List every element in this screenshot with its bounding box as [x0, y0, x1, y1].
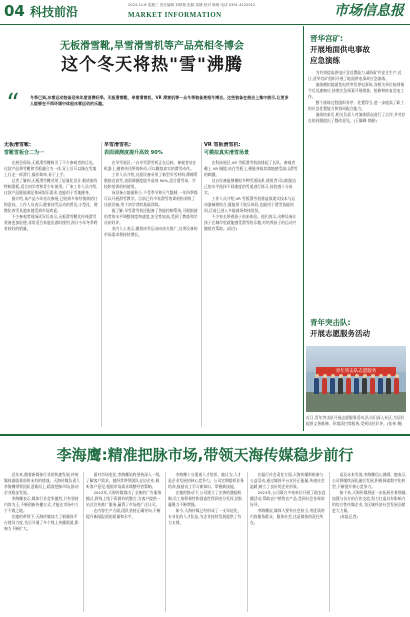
- paragraph: 工作人员介绍,VR 雪板滑雪机将虚拟现实技术与运动器械相结合,既能用于娱乐体验,也能用于滑雪技能培训,目前已进入多地商场和体验馆。: [204, 196, 296, 213]
- column-3-subhead: VR 雪板滑雪机:: [204, 142, 241, 148]
- newspaper-logo: 市场信息报: [334, 3, 404, 19]
- bottom-story-column-2: [86, 472, 162, 614]
- paragraph: 不少参观者现场试穿后表示,无板滑雪靴比传统滑雪装备更加轻便,非常适合家庭出游时使用,预计今年冬季将有较好的销量。: [4, 214, 98, 231]
- paragraph: 演练结束后,相关负责人对演练情况进行了点评,并对存在的问题提出了整改意见。(王雄峰 徐静): [308, 112, 406, 123]
- right-story-2-title-2: 开展志愿服务活动: [310, 329, 370, 338]
- photo-person: [394, 378, 399, 394]
- photo-person: [338, 378, 343, 394]
- paragraph: 这台设备能够模拟多种雪道场景,使用者可以根据自己的水平选择不同难度的雪道进行练习,体验感十分真实。: [204, 178, 297, 195]
- paragraph: 在她的带领下,天海传媒加大了新媒体平台建设力度,先后开通了多个线上传播渠道,影响力不断扩大。: [4, 514, 79, 531]
- paragraph: 李海鹰十分重视人才培养。她认为,人才是企业发展的核心竞争力。公司定期组织业务培训,鼓励员工学习新知识、掌握新技能。: [168, 472, 244, 489]
- right-story-2-title-1: 青年突击队:: [310, 318, 351, 327]
- photo-person: [322, 378, 327, 394]
- paragraph: 据介绍,该产品今年首次参展,已收到多家经销商的订购意向。工作人员表示,随着冰雪运动的普及,小型化、便携化的雪具越来越受到市场欢迎。: [4, 196, 98, 213]
- paragraph: 不少家长带着孩子前来体验。他们表示,这种设备让孩子在城市里就能感受滑雪的乐趣,对培养孩子的运动兴趣很有帮助。(综合): [204, 214, 297, 231]
- column-divider: [247, 472, 248, 612]
- photo-banner-text: 青年突击队志愿服务: [335, 369, 377, 374]
- paragraph: 业内人士表示,随着冰雪运动向南方推广,这类设备的市场需求将持续增长。: [104, 226, 198, 237]
- top-story-column-1: [4, 142, 98, 427]
- paragraph: 在她的推动下,公司建立了完善的激励机制,员工的积极性和创造性得到充分发挥,团队凝聚力不断增强。: [168, 490, 243, 507]
- photo-person: [386, 378, 391, 394]
- quote-mark-icon: “: [6, 89, 20, 119]
- paragraph: 在内容生产方面,团队坚持正确导向,不断提升新闻报道的质量和水平。: [86, 508, 161, 519]
- photo-person: [346, 378, 351, 394]
- column-1-body: [4, 160, 98, 232]
- masthead: [0, 0, 410, 25]
- paragraph: 据了解,旱雪滑雪机还配备了智能控制系统,可根据使用者的水平调整坡度和速度,安全性较高,受到了教练和学员的好评。: [104, 208, 198, 225]
- right-story-1-title-3: 应急演练: [310, 56, 340, 65]
- paragraph: 在旱雪展区,一台旱雪滑雪机正在运转。参观者站在机器上,随着传送带的转动,可以模拟真实的滑雪动作。: [104, 160, 197, 171]
- paragraph: 面对市场变化,李海鹰始终坚持深入一线,了解客户需求。她经常带领团队走访企业,倾听客户意见,根据市场需求调整经营策略。: [86, 472, 161, 489]
- bottom-story-headline: 李海鹰:精准把脉市场,带领天海传媒稳步前行: [56, 446, 354, 464]
- column-divider: [329, 472, 330, 612]
- paragraph: 整个演练过程组织有序、处置得当,进一步提高了职工的应急处置能力和协同配合能力。: [308, 100, 405, 111]
- top-story-column-3: [204, 142, 298, 427]
- paragraph: (本报记者): [339, 514, 358, 519]
- paragraph: 在展会现场,无板滑雪靴吸引了不少参观者的目光。这款产品将雪靴和雪板融合为一体,穿上后可以像在雪地上行走一样滑行,操作简单,易于上手。: [4, 160, 97, 177]
- photo-person: [314, 378, 319, 394]
- paragraph: 谈及未来发展,李海鹰信心满满。她表示,公司将继续深化融合发展,积极探索数字化转型,不断提升核心竞争力。: [332, 472, 407, 489]
- volunteer-group-photo: [306, 346, 406, 412]
- top-story-subtitle: 无板滑雪靴,旱雪滑雪机等产品亮相冬博会: [60, 41, 244, 52]
- paragraph: 接下来,天海传媒将进一步拓展业务领域,加强与各方的合作交流,努力打造具有影响力的综合性传媒企业,为区域经济社会发展贡献更大力量。: [332, 490, 407, 513]
- paragraph: 李海鹰表示,媒体行业竞争激烈,只有坚持内容为王,不断创新传播方式,才能在市场中立于不败之地。: [4, 496, 79, 513]
- photo-person: [370, 378, 375, 394]
- bottom-story-column-5: [332, 472, 408, 614]
- photo-person: [362, 378, 367, 394]
- paragraph: 该设备占地面积小,不受季节和天气限制,一年四季都可以开展滑雪教学。目前已有多家滑雪培训机构采购了这款设备,用于初学者的基础训练。: [104, 190, 198, 207]
- column-1-subhead: 无板滑雪靴:: [4, 142, 32, 148]
- column-divider: [165, 472, 166, 612]
- paragraph: 为有效提高供电应急处置能力,确保矿井安全生产,近日,晋华宫矿组织开展了地面供电事故应急演练。: [308, 70, 402, 81]
- column-3-subline: 可模拟真实滑雪场景: [204, 149, 250, 156]
- right-column-divider: [303, 26, 304, 431]
- paragraph: 在履行社会责任方面,天海传媒积极参与公益活动,通过媒体平台宣传正能量,传递社会温暖,树立了良好的企业形象。: [250, 472, 325, 489]
- right-story-1-title-2: 开展地面供电事故: [310, 45, 370, 54]
- column-divider: [83, 472, 84, 612]
- paragraph: 2023年,公司联合多家单位开展了助农直播活动,帮助农户销售农产品,受到社会各界的好评。: [250, 490, 326, 507]
- photo-person: [378, 378, 383, 394]
- paragraph: 2022年,天海传媒推出了全新的广告服务模式,将线上线下资源有机整合,为客户提供一站式宣传推广服务,赢得了市场的广泛认可。: [86, 490, 162, 507]
- right-story-1-title-1: 晋华宫矿:: [310, 34, 343, 43]
- column-2-subline: 表面调测度提升高效 90%: [104, 149, 163, 156]
- page-meta-english: MARKET INFORMATION: [128, 11, 222, 19]
- page-meta: 2024-11-6 星期三 责任编辑 刘舒瑞 组版 周静 校对 韩明 电话 0391-4122912: [128, 3, 256, 7]
- bottom-story-column-1: [4, 472, 80, 614]
- paragraph: 如今,天海传媒已经形成了一支年轻化、专业化的人才队伍,为企业持续发展提供了有力支撑。: [168, 508, 242, 525]
- section-name: 科技前沿: [30, 5, 79, 19]
- page-number: 04: [4, 2, 25, 20]
- photo-caption: 近日,青年突击队开展志愿服务活动,队员们深入社区,为居民提供义务维修、环境清扫等服务,受到居民好评。(张伟 摄): [306, 415, 405, 426]
- photo-person: [354, 378, 359, 394]
- paragraph: 在科技展区,VR 雪板滑雪机前排起了长队。参观者戴上 VR 眼镜,站在雪板上,便能身临其境地感受高山滑雪的刺激。: [204, 160, 298, 177]
- photo-person: [330, 378, 335, 394]
- bottom-story-column-4: [250, 472, 326, 614]
- top-story-headline: 这个冬天将热"雪"沸腾: [61, 55, 243, 75]
- column-2-body: [104, 160, 198, 238]
- bottom-story-column-3: [168, 472, 244, 614]
- top-story-column-2: [104, 142, 198, 427]
- paragraph: 演练模拟地面变电所突发停电事故,各相关单位接到指令后迅速响应,按照应急预案开展排查、抢修和恢复送电工作。: [308, 82, 405, 99]
- top-story-lede: 冬季已到,冰雪运动装备迎来年度消费旺季。无板滑雪靴、旱雪滑雪机、VR 滑雪机等一众冬季装备亮相冬博会。这些装备在展会上集中展示,让更多人能够在不同环境中体验冰雪运动的乐趣。: [30, 95, 289, 107]
- column-1-subline: 雪靴雪板合二为一: [4, 149, 45, 156]
- column-divider: [101, 142, 102, 427]
- paragraph: 工作人员介绍,这款设备采用了新型旱雪材料,摩擦系数接近真雪,表面调测度提升高效 90%,适合滑雪场、学校和培训机构使用。: [104, 172, 198, 189]
- column-divider: [201, 142, 202, 427]
- column-2-subhead: 旱雪滑雪机:: [104, 142, 132, 148]
- paragraph: 记者了解到,无板滑雪靴采用了轻量化设计,鞋底嵌有特制滑板,适合初学者和青少年使用。厂家工作人员介绍,这款产品既能满足休闲娱乐需求,也能用于雪地健身。: [4, 178, 98, 195]
- column-3-body: [204, 160, 298, 232]
- paragraph: 李海鹰说,媒体人要有社会担当,用优质的内容服务群众、服务社会,这是媒体的责任所在。: [250, 508, 325, 525]
- section-divider: [0, 434, 410, 436]
- paragraph: 近年来,随着新媒体行业的快速发展,传统媒体面临着前所未有的挑战。天海传媒负责人李海鹰带领团队迎难而上,精准把脉市场,推动企业稳步发展。: [4, 472, 80, 495]
- photo-ground: [306, 392, 406, 412]
- right-story-1-body: [308, 70, 406, 310]
